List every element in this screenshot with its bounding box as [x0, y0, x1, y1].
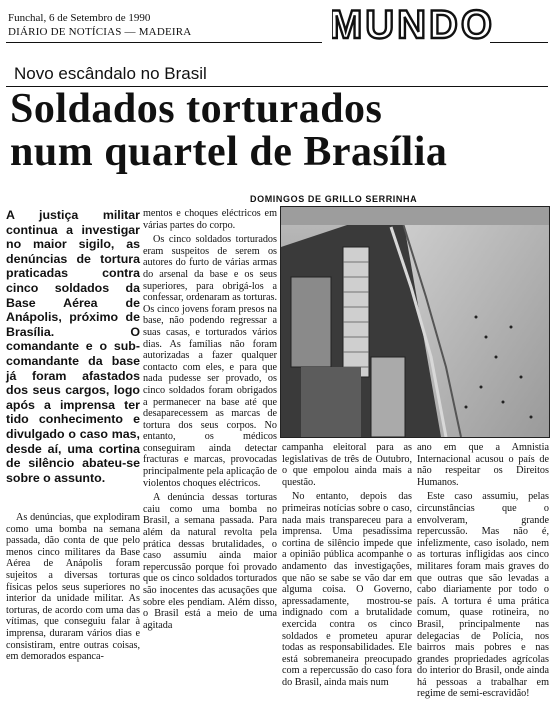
column-4 [417, 442, 549, 703]
headline-line-1: Soldados torturados [10, 86, 383, 132]
masthead: DIÁRIO DE NOTÍCIAS — MADEIRA [8, 26, 192, 38]
paragraph: Este caso assumiu, pelas circunstâncias que o envolveram, grande repercussão. Mas não é, infelizmente, caso isolado, nem as torturas infligidas aos cinco militares foram mais graves do que outras que são levadas a cabo diariamente por todo o país. A tortura é uma prática comum, quase rotineira, no Brasil, principalmente nas delegacias de Polícia, nos bairros mais pobres e nas grandes propriedades agrícolas do interior do Brasil, onde ainda há pessoas a trabalhar em regime de semi-escravidão! [417, 491, 549, 700]
section-title: MUNDO [332, 3, 492, 46]
paragraph: campanha eleitoral para as legislativas de três de Outubro, o que empolou ainda mais a questão. [282, 442, 412, 488]
headline [10, 88, 550, 174]
paragraph: Os cinco soldados torturados eram suspeitos de serem os autores do furto de várias armas do arsenal da base e os seus superiores, para obrigá-los a confessar, ordenaram as torturas. Os cinco jovens foram presos na base, não podendo regressar a suas casas, e torturados vários dias. As famílias não foram autorizadas a fazer qualquer contacto com eles, e para que nada pudesse ser provado, os cinco soldados foram obrigados a permanecer na base até que desaparecessem as marcas de tortura dos seus corpos. No entanto, os médicos conseguiram ainda detectar fracturas e marcas, provocadas principalmente pela aplicação de violentos choques eléctricos. [143, 234, 277, 489]
headline-line-2: num quartel de Brasília [10, 129, 448, 175]
column-3 [282, 442, 412, 691]
lead-paragraph [6, 208, 140, 485]
column-2 [143, 208, 277, 634]
masthead-rule-right [490, 42, 548, 43]
section-logo [332, 2, 492, 46]
lead-text: A justiça militar continua a investigar no maior sigilo, as denúncias de tortura praticadas contra cinco soldados da Base Aérea de Anápolis, próximo de Brasília. O comandante e o sub-comandante da base já foram afastados dos seus cargos, logo após a imprensa ter tido conhecimento e divulgado o caso mas, desde aí, uma cortina de silêncio abateu-se sobre o assunto. [6, 208, 140, 485]
paragraph: As denúncias, que explodiram como uma bomba na semana passada, dão conta de que pelo menos cinco militares da Base Aérea de Anápolis foram sujeitos a diversas torturas físicas pelos seus superiores no interior da unidade militar. As torturas, de acordo com uma das vítimas, que conseguiu falar à imprensa, duraram vários dias e consistiram, entre outras coisas, em demorados espanca- [6, 512, 140, 663]
paragraph: mentos e choques eléctricos em várias partes do corpo. [143, 208, 277, 231]
paragraph: No entanto, depois das primeiras notícias sobre o caso, nada mais transpareceu para a imprensa. Uma pesadíssima cortina de silêncio impede que a opinião pública acompanhe o andamento das investigações, que não se sabe se vão dar em alguma coisa. O Governo, apressadamente, mostrou-se indignado com a brutalidade exercida contra os cinco soldados e prometeu apurar todas as responsabilidades. Ele está sobremaneira preocupado com a repercussão do caso fora do Brasil, ainda mais num [282, 491, 412, 688]
aerial-city-photo [280, 206, 550, 438]
paragraph: ano em que a Amnistia Internacional acusou o país de não respeitar os Direitos Humanos. [417, 442, 549, 488]
kicker: Novo escândalo no Brasil [14, 64, 207, 83]
column-1 [6, 512, 140, 666]
masthead-rule [6, 42, 322, 43]
paragraph: A denúncia dessas torturas caiu como uma bomba no Brasil, a semana passada. Para além da natural revolta pela prática dessas brutalidades, o caso assumiu ainda maior repercussão porque foi provado que os cinco soldados torturados são inocentes das acusações que sobre eles pendiam. Além disso, o Brasil está a meio de uma agitada [143, 492, 277, 631]
byline: DOMINGOS DE GRILLO SERRINHA [250, 194, 418, 204]
dateline: Funchal, 6 de Setembro de 1990 [8, 12, 151, 24]
